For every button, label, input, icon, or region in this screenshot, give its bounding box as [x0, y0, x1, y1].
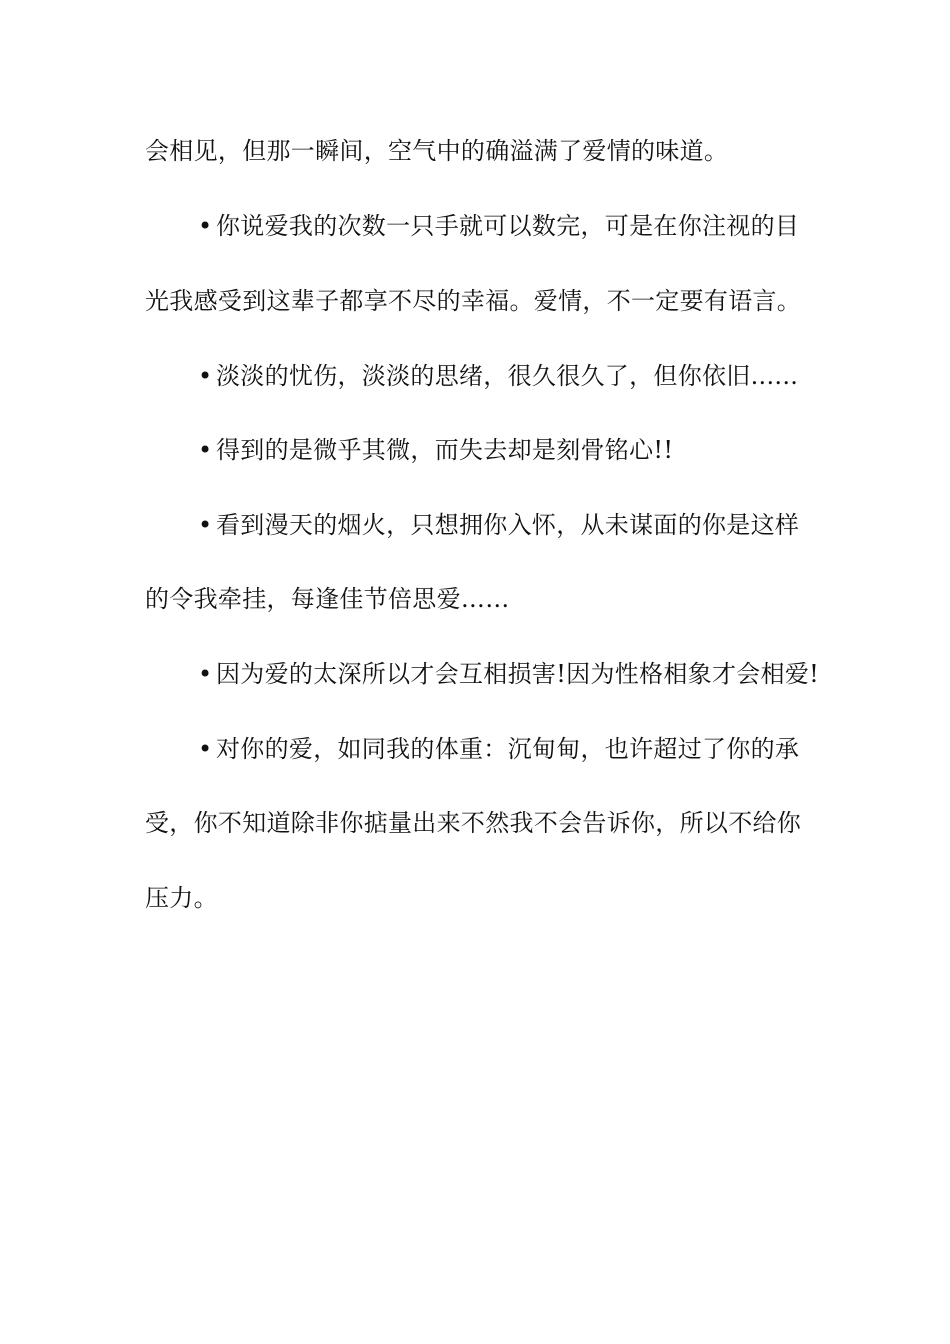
- bullet-icon: •: [198, 212, 213, 240]
- text-line: 会相见，但那一瞬间，空气中的确溢满了爱情的味道。: [145, 137, 729, 165]
- bullet-icon: •: [198, 660, 213, 688]
- bullet-icon: •: [198, 436, 213, 464]
- bullet-icon: •: [198, 735, 213, 763]
- text-line: 的令我牵挂，每逢佳节倍思爱……: [145, 585, 510, 613]
- text-line: 压力。: [145, 884, 218, 912]
- bullet-paragraph-start: • 淡淡的忧伤，淡淡的思绪，很久很久了，但你依旧......: [198, 362, 799, 390]
- bullet-paragraph-start: • 对你的爱，如同我的体重：沉甸甸，也许超过了你的承: [198, 735, 800, 763]
- bullet-paragraph-start: • 因为爱的太深所以才会互相损害!因为性格相象才会相爱!: [198, 660, 820, 688]
- bullet-paragraph-start: • 看到漫天的烟火，只想拥你入怀，从未谋面的你是这样: [198, 511, 800, 539]
- bullet-paragraph-start: • 得到的是微乎其微，而失去却是刻骨铭心!!: [198, 436, 674, 464]
- bullet-icon: •: [198, 511, 213, 539]
- bullet-paragraph-start: • 你说爱我的次数一只手就可以数完，可是在你注视的目: [198, 212, 800, 240]
- text-line: 受，你不知道除非你掂量出来不然我不会告诉你，所以不给你: [145, 809, 802, 837]
- bullet-icon: •: [198, 362, 213, 390]
- text-line: 光我感受到这辈子都享不尽的幸福。爱情，不一定要有语言。: [145, 287, 802, 315]
